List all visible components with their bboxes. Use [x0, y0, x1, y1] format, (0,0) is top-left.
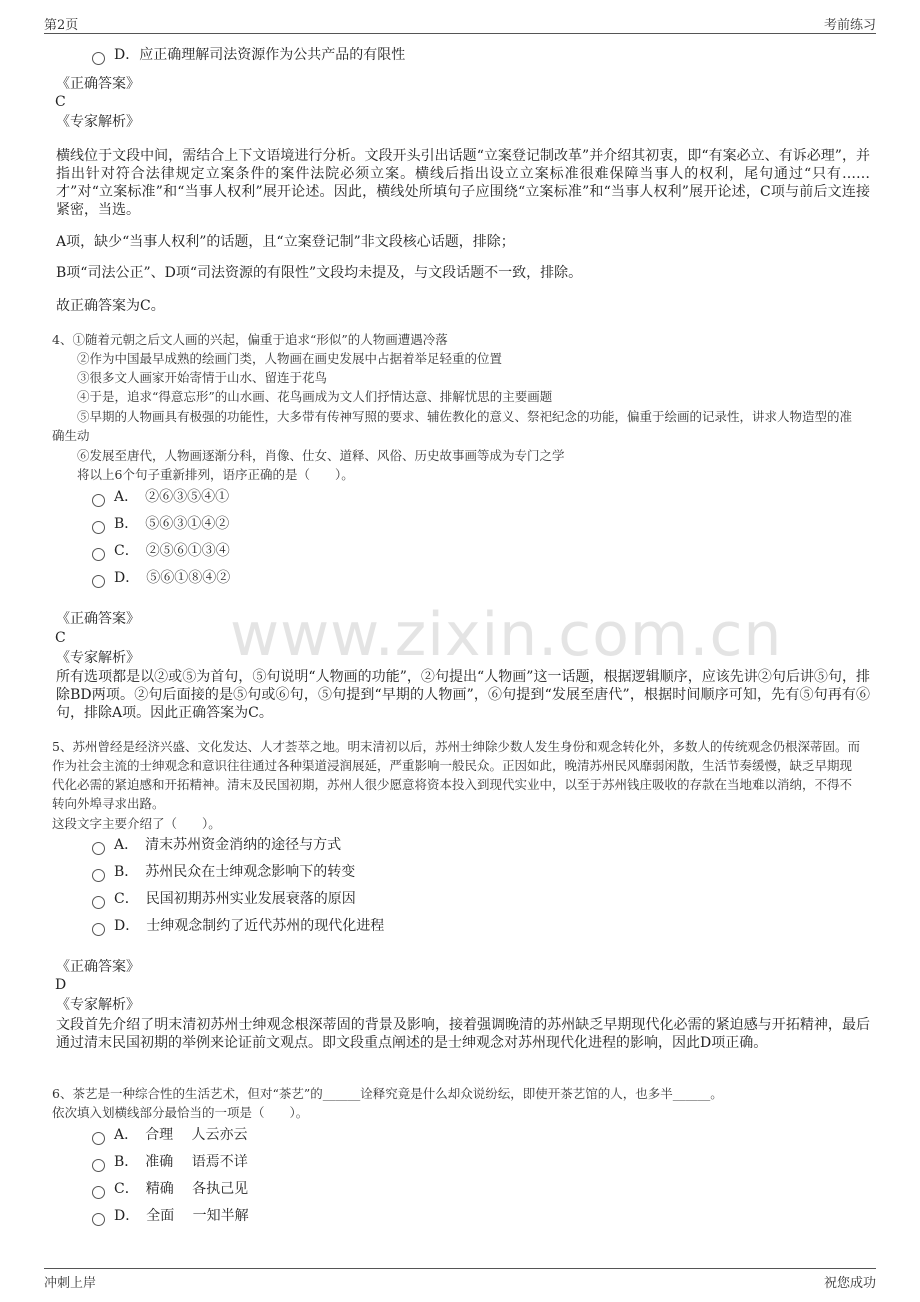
- q3-answer: C: [55, 94, 66, 110]
- watermark: www.zixin.com.cn: [230, 600, 783, 670]
- footer-left: 冲刺上岸: [44, 1276, 97, 1291]
- q5-answer-label: 《正确答案》: [56, 959, 140, 975]
- q4-prompt: 将以上6个句子重新排列，语序正确的是（ ）。: [77, 467, 354, 482]
- radio-icon[interactable]: [92, 548, 105, 561]
- q6-stem: 6、茶艺是一种综合性的生活艺术，但对“茶艺”的______诠释究竟是什么却众说纷纭，即使开茶艺馆的人，也多半______。: [52, 1086, 723, 1101]
- q5-option-a[interactable]: [92, 836, 341, 854]
- q3-option-d[interactable]: [92, 46, 405, 64]
- footer-right: 祝您成功: [823, 1276, 876, 1291]
- q5-option-a-text: A． 清末苏州资金消纳的途径与方式: [114, 837, 342, 853]
- q6-option-d[interactable]: [92, 1207, 249, 1225]
- q3-analysis-p3: B项“司法公正”、D项“司法资源的有限性”文段均未提及，与文段话题不一致，排除。: [56, 265, 583, 281]
- q4-option-b-text: B． ⑤⑥③①④②: [114, 516, 230, 532]
- radio-icon[interactable]: [92, 896, 105, 909]
- q5-option-b-text: B． 苏州民众在士绅观念影响下的转变: [114, 864, 356, 880]
- page-number: 第2页: [44, 18, 79, 33]
- radio-icon[interactable]: [92, 575, 105, 588]
- q4-option-b[interactable]: [92, 515, 229, 533]
- q6-option-a-text: A． 合理 人云亦云: [114, 1127, 248, 1143]
- radio-icon[interactable]: [92, 521, 105, 534]
- q4-answer-label: 《正确答案》: [56, 611, 140, 627]
- q5-analysis: 文段首先介绍了明末清初苏州士绅观念根深蒂固的背景及影响，接着强调晚清的苏州缺乏早期现代化必需的紧迫感与开拓精神，最后通过清末民国初期的举例来论证前文观点。即文段重点阐述的是士绅观念对苏州现代化进程的影响，因此D项正确。: [56, 1017, 870, 1051]
- q6-option-a[interactable]: [92, 1126, 248, 1144]
- q5-option-c-text: C． 民国初期苏州实业发展衰落的原因: [114, 891, 356, 907]
- header-divider: [44, 33, 876, 34]
- q4-option-d[interactable]: [92, 569, 230, 587]
- q3-option-d-text: D．应正确理解司法资源作为公共产品的有限性: [114, 47, 406, 63]
- q4-analysis: 所有选项都是以②或⑤为首句，⑤句说明“人物画的功能”，②句提出“人物画”这一话题，根据逻辑顺序，应该先讲②句后讲⑤句，排除BD两项。②句后面接的是⑤句或⑥句，⑤句提到“早期的人物画”，⑥句提到“发展至唐代”，根据时间顺序可知，先有⑤句再有⑥句，排除A项。因此正确答案为C。: [56, 669, 870, 721]
- q3-answer-label: 《正确答案》: [56, 76, 140, 92]
- q5-option-d-text: D． 士绅观念制约了近代苏州的现代化进程: [114, 918, 385, 934]
- q4-sentence-1: 4、①随着元朝之后文人画的兴起，偏重于追求“形似”的人物画遭遇冷落: [52, 332, 448, 347]
- radio-icon[interactable]: [92, 1159, 105, 1172]
- q4-sentence-5: ⑤早期的人物画具有极强的功能性，大多带有传神写照的要求、辅佐教化的意义、祭祀纪念的功能，偏重于绘画的记录性，讲求人物造型的准确生动: [52, 409, 853, 443]
- q5-prompt: 这段文字主要介绍了（ ）。: [52, 816, 221, 831]
- radio-icon[interactable]: [92, 52, 105, 65]
- q4-analysis-label: 《专家解析》: [56, 650, 140, 666]
- q5-answer: D: [55, 977, 67, 993]
- q4-option-d-text: D． ⑤⑥①⑧④②: [114, 570, 231, 586]
- q4-sentence-2: ②作为中国最早成熟的绘画门类，人物画在画史发展中占据着举足轻重的位置: [77, 351, 503, 366]
- q4-sentence-4: ④于是，追求“得意忘形”的山水画、花鸟画成为文人们抒情达意、排解忧思的主要画题: [77, 389, 553, 404]
- q6-option-c-text: C． 精确 各执己见: [114, 1181, 249, 1197]
- q4-option-c[interactable]: [92, 542, 230, 560]
- radio-icon[interactable]: [92, 1132, 105, 1145]
- radio-icon[interactable]: [92, 842, 105, 855]
- q6-option-b-text: B． 准确 语焉不详: [114, 1154, 248, 1170]
- q3-analysis-p1: 横线位于文段中间，需结合上下文语境进行分析。文段开头引出话题“立案登记制改革”并介绍其初衷，即“有案必立、有诉必理”，并指出针对符合法律规定立案条件的案件法院必须立案。横线后指出设立立案标准很难保障当事人的权利，尾句通过“只有……才”对“立案标准”和“当事人权利”展开论述。因此，横线处所填句子应围绕“立案标准”和“当事人权利”展开论述，C项与前后文连接紧密，当选。: [56, 148, 870, 218]
- q5-analysis-label: 《专家解析》: [56, 997, 140, 1013]
- q6-option-b[interactable]: [92, 1153, 248, 1171]
- q4-option-a[interactable]: [92, 488, 229, 506]
- q5-stem: 5、苏州曾经是经济兴盛、文化发达、人才荟萃之地。明末清初以后，苏州士绅除少数人发生身份和观念转化外，多数人的传统观念仍根深蒂固。而作为社会主流的士绅观念和意识往往通过各种渠道浸润展延，严重影响一般民众。正因如此，晚清苏州民风靡弱闲散，生活节奏缓慢，缺乏早期现代化必需的紧迫感和开拓精神。清末及民国初期，苏州人很少愿意将资本投入到现代实业中，以至于苏州钱庄吸收的存款在当地难以消纳，不得不转向外埠寻求出路。: [52, 739, 860, 811]
- q3-analysis-p2: A项，缺少“当事人权利”的话题，且“立案登记制”非文段核心话题，排除；: [56, 234, 515, 250]
- radio-icon[interactable]: [92, 1213, 105, 1226]
- footer-divider: [44, 1268, 876, 1269]
- q3-analysis-p4: 故正确答案为C。: [56, 298, 165, 314]
- q4-option-c-text: C． ②⑤⑥①③④: [114, 543, 230, 559]
- q4-option-a-text: A． ②⑥③⑤④①: [114, 489, 230, 505]
- q5-option-d[interactable]: [92, 917, 384, 935]
- header-title: 考前练习: [823, 18, 876, 33]
- q3-analysis-label: 《专家解析》: [56, 114, 140, 130]
- q5-option-b[interactable]: [92, 863, 355, 881]
- q6-prompt: 依次填入划横线部分最恰当的一项是（ ）。: [52, 1105, 309, 1120]
- q4-sentence-3: ③很多文人画家开始寄情于山水、留连于花鸟: [77, 370, 328, 385]
- radio-icon[interactable]: [92, 494, 105, 507]
- q4-answer: C: [55, 630, 66, 646]
- q6-option-d-text: D． 全面 一知半解: [114, 1208, 249, 1224]
- radio-icon[interactable]: [92, 1186, 105, 1199]
- q5-option-c[interactable]: [92, 890, 356, 908]
- radio-icon[interactable]: [92, 923, 105, 936]
- q6-option-c[interactable]: [92, 1180, 248, 1198]
- q4-sentence-6: ⑥发展至唐代，人物画逐渐分科，肖像、仕女、道释、风俗、历史故事画等成为专门之学: [77, 448, 565, 463]
- radio-icon[interactable]: [92, 869, 105, 882]
